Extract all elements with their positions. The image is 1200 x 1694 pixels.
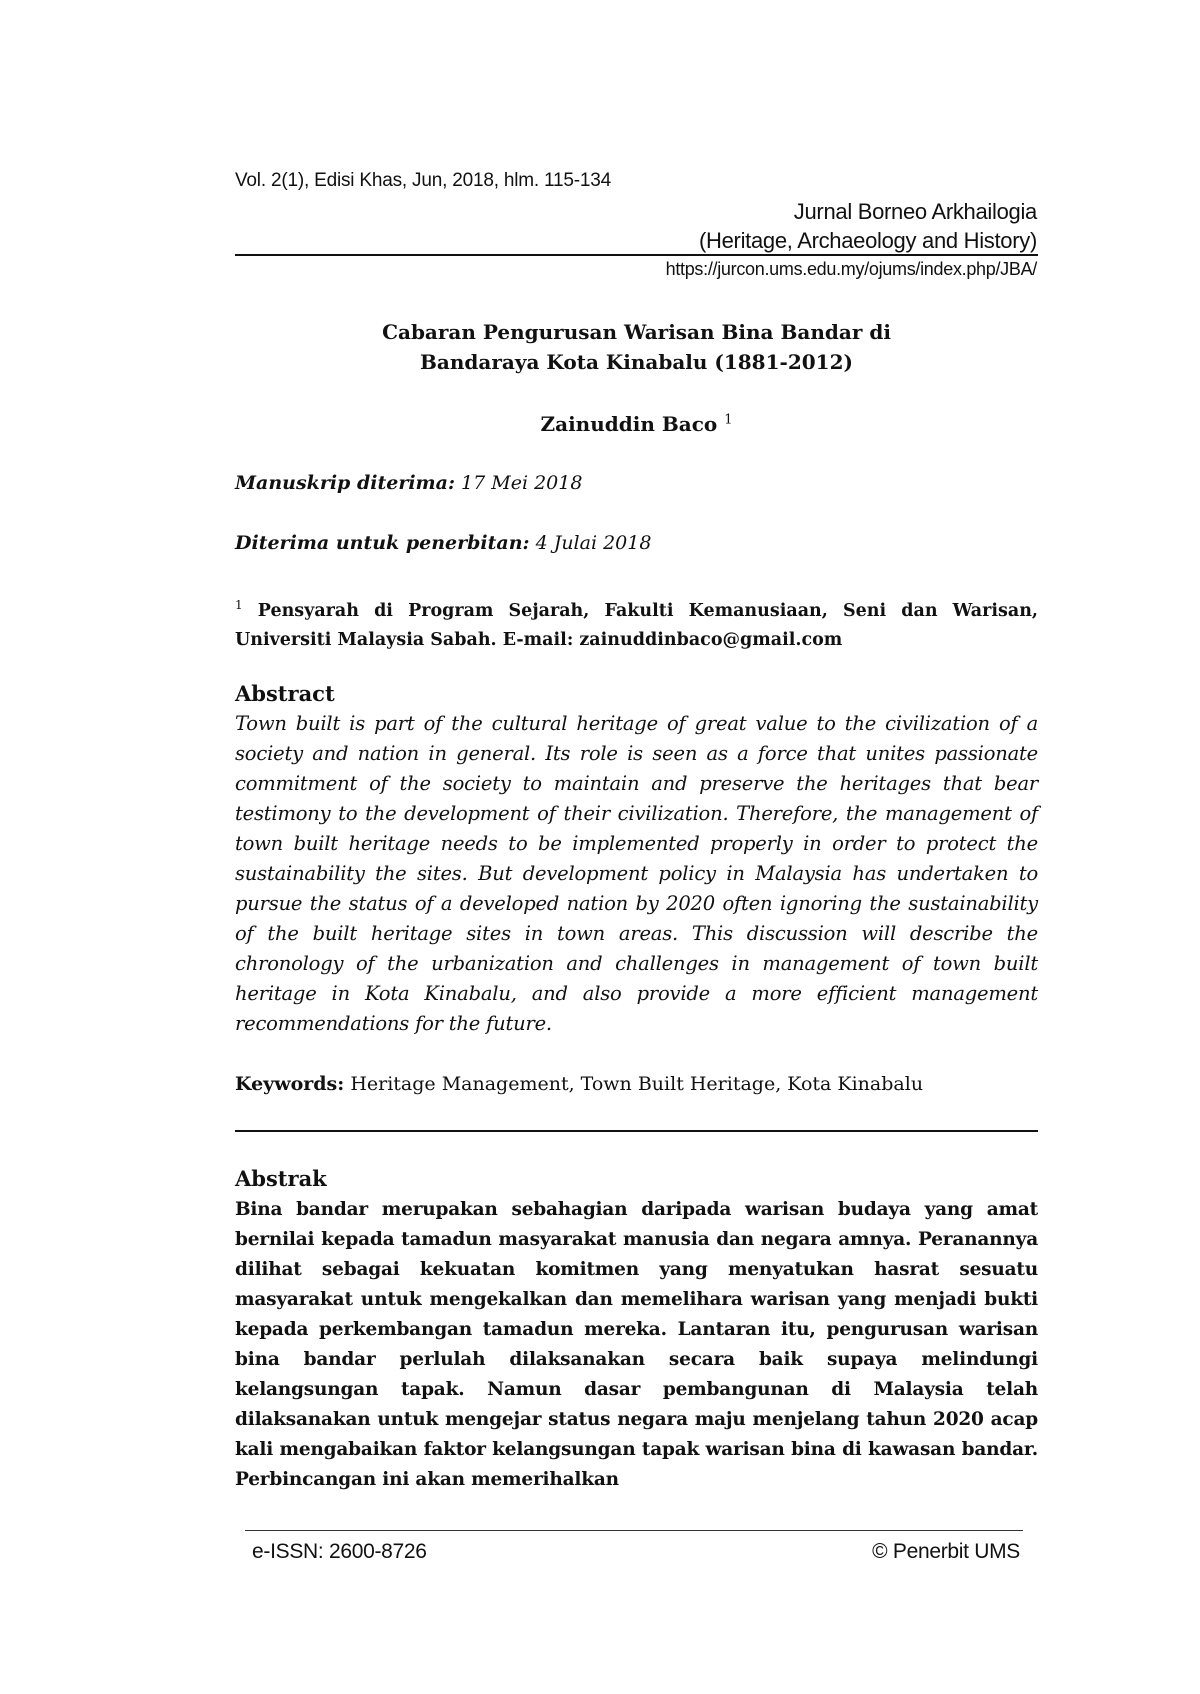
title-line-1: Cabaran Pengurusan Warisan Bina Bandar di — [382, 320, 891, 344]
author-line — [235, 412, 1038, 436]
keywords-label: Keywords: — [235, 1073, 345, 1095]
author-name: Zainuddin Baco — [540, 412, 718, 436]
accepted-line — [235, 532, 651, 554]
journal-url[interactable]: https://jurcon.ums.edu.my/ojums/index.php/JBA/ — [665, 259, 1037, 279]
header-rule — [235, 254, 1038, 256]
title-line-2: Bandaraya Kota Kinabalu (1881-2012) — [420, 350, 853, 374]
keywords-text: Heritage Management, Town Built Heritage, Kota Kinabalu — [350, 1073, 924, 1095]
affiliation-mark: 1 — [235, 598, 243, 612]
abstract-heading: Abstract — [235, 681, 335, 706]
volume-line: Vol. 2(1), Edisi Khas, Jun, 2018, hlm. 115-134 — [235, 170, 611, 191]
footer-rule — [245, 1530, 1023, 1531]
received-label: Manuskrip diterima: — [235, 472, 455, 494]
author-mark: 1 — [724, 412, 733, 428]
article-title — [235, 317, 1038, 377]
accepted-date: 4 Julai 2018 — [535, 532, 652, 554]
abstract-body: Town built is part of the cultural heritage of great value to the civilization of a society and nation in general. Its role is seen as a force that unites passionate commitment of the society to maintain and preserve the heritages that bear testimony to the development of their civilization. Therefore, the management of town built heritage needs to be implemented properly in order to protect the sustainability the sites. But development policy in Malaysia has undertaken to pursue the status of a developed nation by 2020 often ignoring the sustainability of the built heritage sites in town areas. This discussion will describe the chronology of the urbanization and challenges in management of town built heritage in Kota Kinabalu, and also provide a more efficient management recommendations for the future. — [235, 712, 1038, 1035]
abstrak-body: Bina bandar merupakan sebahagian daripada warisan budaya yang amat bernilai kepada tamadun masyarakat manusia dan negara amnya. Peranannya dilihat sebagai kekuatan komitmen yang menyatukan hasrat sesuatu masyarakat untuk mengekalkan dan memelihara warisan yang menjadi bukti kepada perkembangan tamadun mereka. Lantaran itu, pengurusan warisan bina bandar perlulah dilaksanakan secara baik supaya melindungi kelangsungan tapak. Namun dasar pembangunan di Malaysia telah dilaksanakan untuk mengejar status negara maju menjelang tahun 2020 acap kali mengabaikan faktor kelangsungan tapak warisan bina di kawasan bandar. Perbincangan ini akan memerihalkan — [235, 1199, 1038, 1490]
affiliation — [235, 591, 1038, 655]
abstrak-heading: Abstrak — [235, 1166, 327, 1191]
journal-name: Jurnal Borneo Arkhailogia — [793, 199, 1037, 224]
received-line — [235, 472, 582, 494]
keywords-line — [235, 1073, 1038, 1095]
section-rule — [235, 1130, 1038, 1132]
journal-subtitle: (Heritage, Archaeology and History) — [699, 228, 1037, 253]
affiliation-text: Pensyarah di Program Sejarah, Fakulti Kemanusiaan, Seni dan Warisan, Universiti Malaysia Sabah. E-mail: zainuddinbaco@gmail.com — [235, 600, 1039, 650]
footer-issn: e-ISSN: 2600-8726 — [252, 1540, 427, 1563]
footer-publisher: © Penerbit UMS — [872, 1540, 1020, 1563]
received-date: 17 Mei 2018 — [461, 472, 583, 494]
accepted-label: Diterima untuk penerbitan: — [235, 532, 530, 554]
journal-block — [699, 197, 1037, 255]
